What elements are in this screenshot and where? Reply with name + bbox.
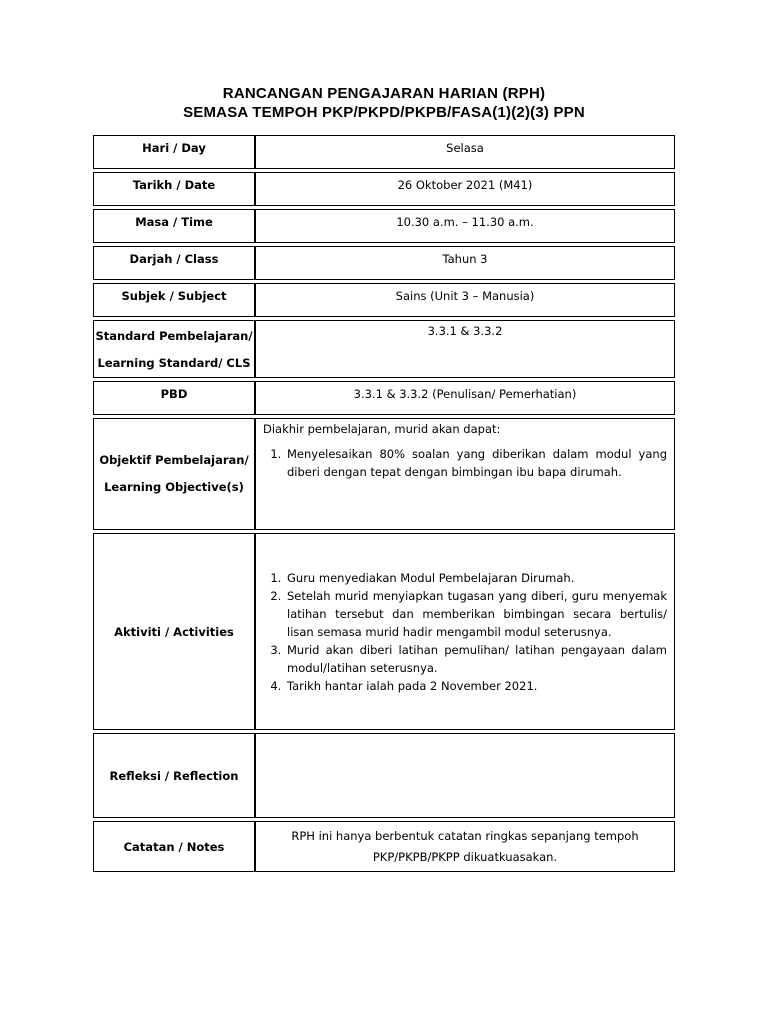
value-day: Selasa [255, 135, 675, 169]
notes-line-1: RPH ini hanya berbentuk catatan ringkas sepanjang tempoh [291, 829, 639, 843]
title-line-1: RANCANGAN PENGAJARAN HARIAN (RPH) [222, 85, 546, 102]
label-notes: Catatan / Notes [93, 821, 255, 872]
label-date: Tarikh / Date [93, 172, 255, 206]
label-activities: Aktiviti / Activities [93, 533, 255, 730]
objective-list [263, 445, 667, 481]
value-pbd: 3.3.1 & 3.3.2 (Penulisan/ Pemerhatian) [255, 381, 675, 415]
row-notes [93, 821, 675, 872]
value-time: 10.30 a.m. – 11.30 a.m. [255, 209, 675, 243]
objective-item: 1. Menyelesaikan 80% soalan yang diberikan dalam modul yang diberi dengan tepat dengan bimbingan ibu bapa dirumah. [285, 445, 667, 481]
label-objective [93, 418, 255, 530]
value-learning-standard: 3.3.1 & 3.3.2 [255, 320, 675, 378]
label-time: Masa / Time [93, 209, 255, 243]
row-time [93, 209, 675, 243]
value-activities [255, 533, 675, 730]
title-line-2: SEMASA TEMPOH PKP/PKPD/PKPB/FASA(1)(2)(3) PPN [183, 104, 585, 121]
row-reflection [93, 733, 675, 818]
row-class [93, 246, 675, 280]
label-learning-standard [93, 320, 255, 378]
label-day: Hari / Day [93, 135, 255, 169]
label-class: Darjah / Class [93, 246, 255, 280]
row-subject [93, 283, 675, 317]
label-objective-line-2: Learning Objective(s) [104, 480, 244, 494]
value-class: Tahun 3 [255, 246, 675, 280]
activity-item: 3. Murid akan diberi latihan pemulihan/ latihan pengayaan dalam modul/latihan seterusnya. [285, 641, 667, 677]
label-objective-line-1: Objektif Pembelajaran/ [99, 453, 249, 467]
row-learning-standard [93, 320, 675, 378]
notes-line-2: PKP/PKPB/PKPP dikuatkuasakan. [372, 850, 558, 864]
row-pbd [93, 381, 675, 415]
label-reflection: Refleksi / Reflection [93, 733, 255, 818]
row-day [93, 135, 675, 169]
label-pbd: PBD [93, 381, 255, 415]
value-date: 26 Oktober 2021 (M41) [255, 172, 675, 206]
label-subject: Subjek / Subject [93, 283, 255, 317]
objective-intro: Diakhir pembelajaran, murid akan dapat: [263, 422, 501, 436]
activity-item: 1. Guru menyediakan Modul Pembelajaran Dirumah. [285, 569, 667, 587]
activities-list [263, 569, 667, 695]
value-reflection [255, 733, 675, 818]
row-objective [93, 418, 675, 530]
row-activities [93, 533, 675, 730]
row-date [93, 172, 675, 206]
activity-item: 4. Tarikh hantar ialah pada 2 November 2021. [285, 677, 667, 695]
label-learning-standard-line-1: Standard Pembelajaran/ [95, 329, 253, 343]
activity-item: 2. Setelah murid menyiapkan tugasan yang diberi, guru menyemak latihan tersebut dan memberikan bimbingan secara bertulis/ lisan semasa murid hadir mengambil modul seterusnya. [285, 587, 667, 641]
document-title [0, 84, 768, 122]
value-subject: Sains (Unit 3 – Manusia) [255, 283, 675, 317]
value-notes [255, 821, 675, 872]
rph-table [93, 132, 675, 875]
label-learning-standard-line-2: Learning Standard/ CLS [97, 356, 251, 370]
value-objective [255, 418, 675, 530]
